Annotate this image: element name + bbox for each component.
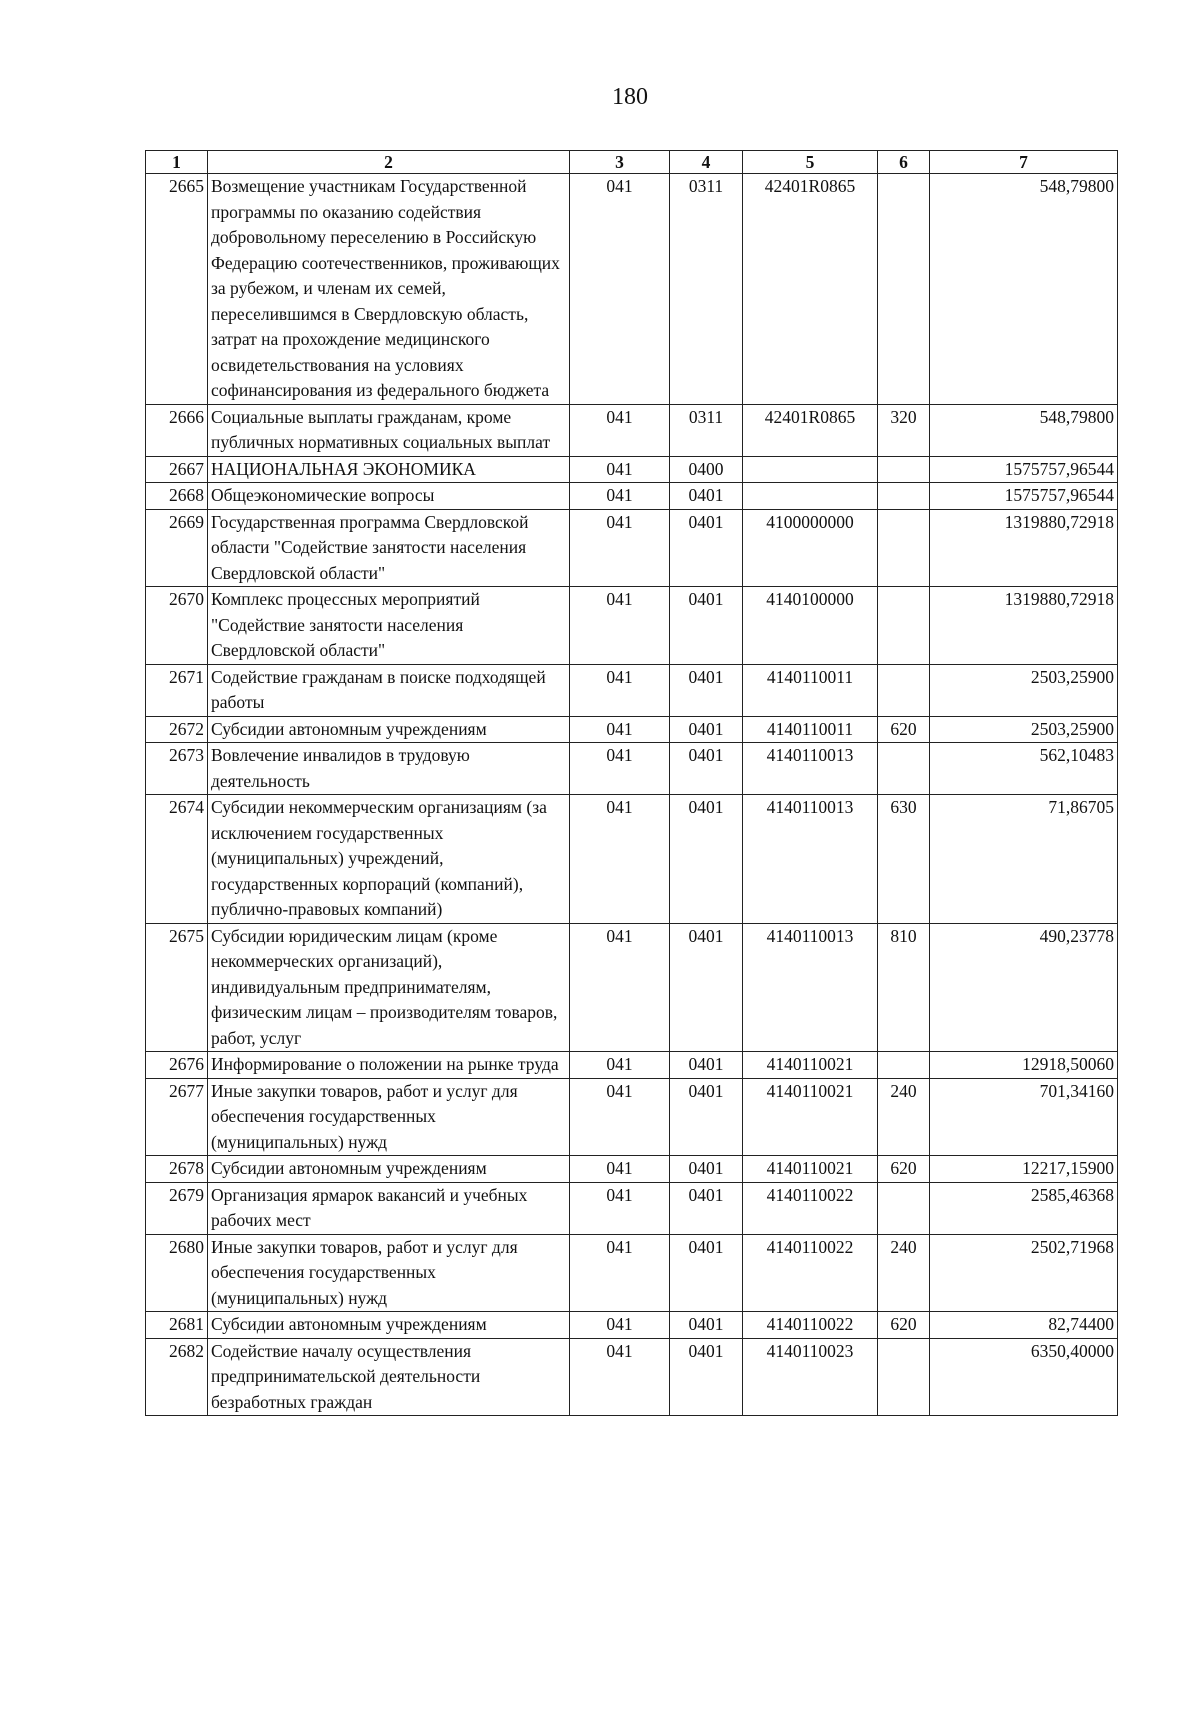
table-row: [146, 1234, 1118, 1312]
amount: 6350,40000: [930, 1338, 1118, 1416]
row-number: 2676: [146, 1052, 208, 1079]
target-article-code: 4140110023: [743, 1338, 878, 1416]
amount: 1575757,96544: [930, 483, 1118, 510]
ministry-code: 041: [570, 483, 670, 510]
ministry-code: 041: [570, 404, 670, 456]
ministry-code: 041: [570, 1312, 670, 1339]
amount: 701,34160: [930, 1078, 1118, 1156]
section-code: 0401: [670, 1078, 743, 1156]
row-description: Иные закупки товаров, работ и услуг для обеспечения государственных (муниципальных) нужд: [208, 1234, 570, 1312]
amount: 1319880,72918: [930, 509, 1118, 587]
ministry-code: 041: [570, 664, 670, 716]
column-header: 2: [208, 151, 570, 174]
expense-type-code: [878, 1338, 930, 1416]
expense-type-code: [878, 587, 930, 665]
ministry-code: 041: [570, 174, 670, 405]
amount: 2502,71968: [930, 1234, 1118, 1312]
section-code: 0401: [670, 664, 743, 716]
row-description: Субсидии автономным учреждениям: [208, 1312, 570, 1339]
ministry-code: 041: [570, 923, 670, 1052]
ministry-code: 041: [570, 743, 670, 795]
expense-type-code: [878, 509, 930, 587]
header-row: [146, 151, 1118, 174]
expense-type-code: 620: [878, 716, 930, 743]
target-article-code: 4140110021: [743, 1156, 878, 1183]
row-description: Субсидии автономным учреждениям: [208, 716, 570, 743]
row-description: Социальные выплаты гражданам, кроме публичных нормативных социальных выплат: [208, 404, 570, 456]
section-code: 0401: [670, 1156, 743, 1183]
section-code: 0401: [670, 509, 743, 587]
column-header: 1: [146, 151, 208, 174]
table-row: [146, 664, 1118, 716]
row-description: Государственная программа Свердловской области "Содействие занятости населения Свердловской области": [208, 509, 570, 587]
row-number: 2672: [146, 716, 208, 743]
row-description: Субсидии юридическим лицам (кроме некоммерческих организаций), индивидуальным предпринимателям, физическим лицам – производителям товаров, работ, услуг: [208, 923, 570, 1052]
amount: 71,86705: [930, 795, 1118, 924]
ministry-code: 041: [570, 509, 670, 587]
ministry-code: 041: [570, 456, 670, 483]
table-row: [146, 1182, 1118, 1234]
expense-type-code: 810: [878, 923, 930, 1052]
ministry-code: 041: [570, 1182, 670, 1234]
column-header: 7: [930, 151, 1118, 174]
section-code: 0401: [670, 716, 743, 743]
target-article-code: [743, 483, 878, 510]
row-description: Возмещение участникам Государственной программы по оказанию содействия добровольному переселению в Российскую Федерацию соотечественников, проживающих за рубежом, и членам их семей, переселившимся в Свердловскую область, затрат на прохождение медицинского освидетельствования на условиях софинансирования из федерального бюджета: [208, 174, 570, 405]
section-code: 0311: [670, 174, 743, 405]
table-row: [146, 743, 1118, 795]
target-article-code: 4140110022: [743, 1234, 878, 1312]
row-description: Содействие началу осуществления предпринимательской деятельности безработных граждан: [208, 1338, 570, 1416]
amount: 12217,15900: [930, 1156, 1118, 1183]
section-code: 0401: [670, 1182, 743, 1234]
ministry-code: 041: [570, 795, 670, 924]
section-code: 0401: [670, 483, 743, 510]
row-description: НАЦИОНАЛЬНАЯ ЭКОНОМИКА: [208, 456, 570, 483]
row-number: 2670: [146, 587, 208, 665]
target-article-code: 4140110013: [743, 923, 878, 1052]
ministry-code: 041: [570, 1156, 670, 1183]
expense-type-code: 620: [878, 1156, 930, 1183]
section-code: 0401: [670, 1234, 743, 1312]
row-number: 2673: [146, 743, 208, 795]
table-row: [146, 174, 1118, 405]
amount: 2585,46368: [930, 1182, 1118, 1234]
target-article-code: 4140110021: [743, 1052, 878, 1079]
row-description: Субсидии автономным учреждениям: [208, 1156, 570, 1183]
budget-table: [145, 150, 1118, 1416]
ministry-code: 041: [570, 1052, 670, 1079]
table-header: [146, 151, 1118, 174]
row-number: 2674: [146, 795, 208, 924]
expense-type-code: 630: [878, 795, 930, 924]
ministry-code: 041: [570, 587, 670, 665]
ministry-code: 041: [570, 1078, 670, 1156]
page-number: 180: [612, 84, 648, 110]
expense-type-code: [878, 1052, 930, 1079]
section-code: 0401: [670, 1052, 743, 1079]
amount: 548,79800: [930, 404, 1118, 456]
expense-type-code: [878, 483, 930, 510]
row-description: Комплекс процессных мероприятий "Содействие занятости населения Свердловской области": [208, 587, 570, 665]
amount: 562,10483: [930, 743, 1118, 795]
target-article-code: 4140110022: [743, 1312, 878, 1339]
row-number: 2681: [146, 1312, 208, 1339]
column-header: 6: [878, 151, 930, 174]
row-number: 2669: [146, 509, 208, 587]
table-row: [146, 404, 1118, 456]
expense-type-code: 240: [878, 1078, 930, 1156]
row-number: 2667: [146, 456, 208, 483]
row-number: 2666: [146, 404, 208, 456]
target-article-code: 42401R0865: [743, 404, 878, 456]
section-code: 0401: [670, 587, 743, 665]
row-description: Иные закупки товаров, работ и услуг для обеспечения государственных (муниципальных) нужд: [208, 1078, 570, 1156]
section-code: 0401: [670, 1312, 743, 1339]
amount: 12918,50060: [930, 1052, 1118, 1079]
target-article-code: 42401R0865: [743, 174, 878, 405]
table-row: [146, 1052, 1118, 1079]
target-article-code: [743, 456, 878, 483]
column-header: 4: [670, 151, 743, 174]
row-description: Субсидии некоммерческим организациям (за исключением государственных (муниципальных) учреждений, государственных корпораций (компаний), публично-правовых компаний): [208, 795, 570, 924]
row-description: Организация ярмарок вакансий и учебных рабочих мест: [208, 1182, 570, 1234]
column-header: 3: [570, 151, 670, 174]
target-article-code: 4140110022: [743, 1182, 878, 1234]
target-article-code: 4100000000: [743, 509, 878, 587]
table-row: [146, 923, 1118, 1052]
amount: 1319880,72918: [930, 587, 1118, 665]
column-header: 5: [743, 151, 878, 174]
table-row: [146, 716, 1118, 743]
row-number: 2675: [146, 923, 208, 1052]
expense-type-code: [878, 743, 930, 795]
expense-type-code: [878, 664, 930, 716]
table-row: [146, 1078, 1118, 1156]
table-row: [146, 483, 1118, 510]
expense-type-code: 240: [878, 1234, 930, 1312]
row-number: 2682: [146, 1338, 208, 1416]
section-code: 0311: [670, 404, 743, 456]
expense-type-code: [878, 174, 930, 405]
row-number: 2677: [146, 1078, 208, 1156]
row-number: 2665: [146, 174, 208, 405]
row-number: 2668: [146, 483, 208, 510]
amount: 2503,25900: [930, 716, 1118, 743]
section-code: 0401: [670, 923, 743, 1052]
row-description: Вовлечение инвалидов в трудовую деятельность: [208, 743, 570, 795]
row-description: Информирование о положении на рынке труда: [208, 1052, 570, 1079]
amount: 2503,25900: [930, 664, 1118, 716]
table-row: [146, 509, 1118, 587]
amount: 490,23778: [930, 923, 1118, 1052]
amount: 1575757,96544: [930, 456, 1118, 483]
row-description: Содействие гражданам в поиске подходящей работы: [208, 664, 570, 716]
table-row: [146, 456, 1118, 483]
table-row: [146, 1156, 1118, 1183]
target-article-code: 4140110011: [743, 716, 878, 743]
table-row: [146, 1338, 1118, 1416]
section-code: 0400: [670, 456, 743, 483]
expense-type-code: 320: [878, 404, 930, 456]
ministry-code: 041: [570, 1234, 670, 1312]
section-code: 0401: [670, 1338, 743, 1416]
ministry-code: 041: [570, 716, 670, 743]
expense-type-code: [878, 1182, 930, 1234]
table-body: [146, 174, 1118, 1416]
amount: 548,79800: [930, 174, 1118, 405]
section-code: 0401: [670, 743, 743, 795]
row-number: 2671: [146, 664, 208, 716]
table-row: [146, 795, 1118, 924]
row-number: 2678: [146, 1156, 208, 1183]
target-article-code: 4140110011: [743, 664, 878, 716]
table-row: [146, 1312, 1118, 1339]
row-description: Общеэкономические вопросы: [208, 483, 570, 510]
row-number: 2680: [146, 1234, 208, 1312]
target-article-code: 4140110021: [743, 1078, 878, 1156]
ministry-code: 041: [570, 1338, 670, 1416]
table-row: [146, 587, 1118, 665]
section-code: 0401: [670, 795, 743, 924]
target-article-code: 4140100000: [743, 587, 878, 665]
row-number: 2679: [146, 1182, 208, 1234]
expense-type-code: 620: [878, 1312, 930, 1339]
target-article-code: 4140110013: [743, 743, 878, 795]
target-article-code: 4140110013: [743, 795, 878, 924]
expense-type-code: [878, 456, 930, 483]
amount: 82,74400: [930, 1312, 1118, 1339]
